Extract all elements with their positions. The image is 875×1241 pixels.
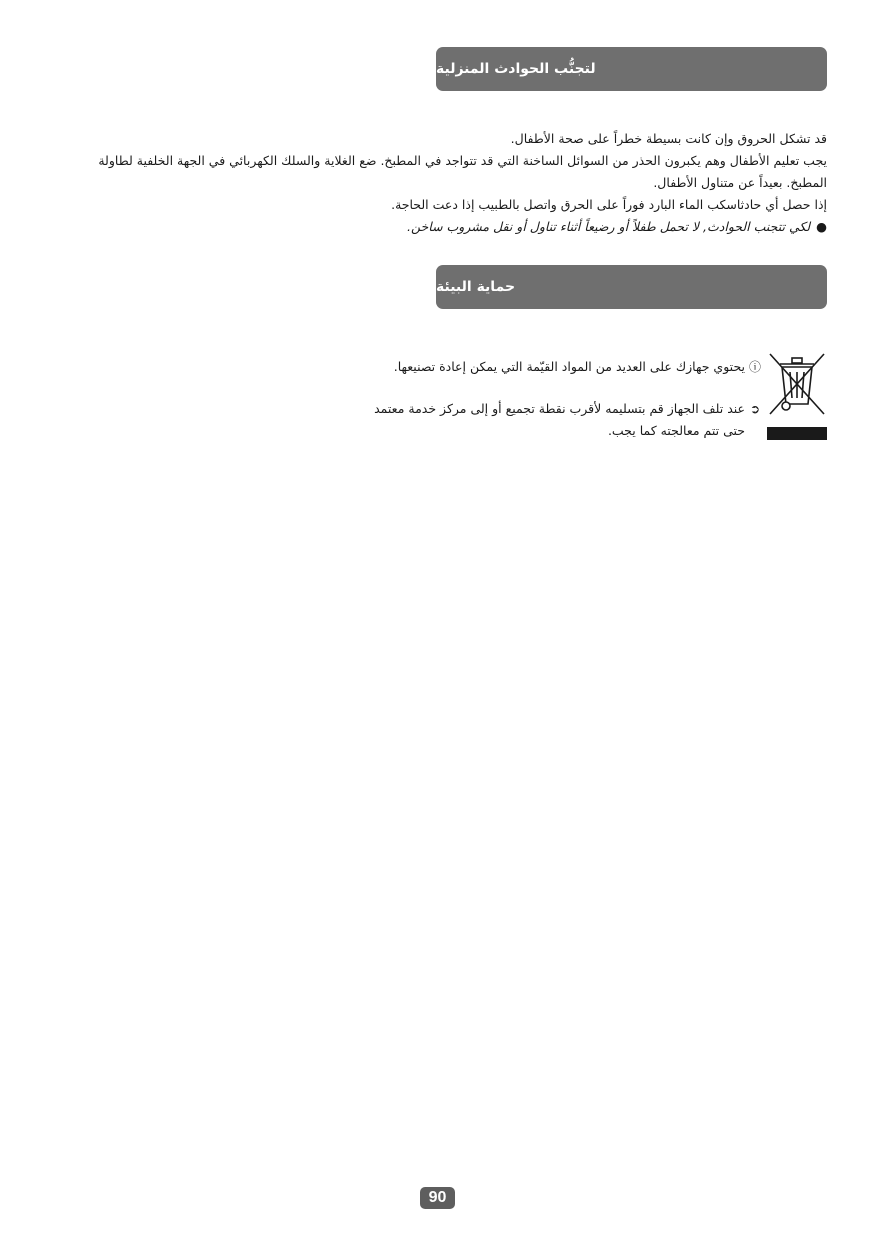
accidents-paragraph: قد تشكل الحروق وإن كانت بسيطة خطراً على صحة الأطفال.: [510, 131, 827, 146]
arrow-icon: ➲: [749, 402, 761, 416]
section-title-environment: حماية البيئة: [436, 279, 516, 295]
page-number: 90: [420, 1187, 455, 1209]
bullet-dot-icon: ●: [816, 219, 827, 234]
accidents-bullet: [67, 216, 827, 238]
crossed-out-wheelie-bin-icon: [766, 350, 828, 416]
environment-item: [394, 356, 765, 378]
disposal-marking-bar: [767, 427, 827, 440]
accidents-bullet-text: لكي تتجنب الحوادث, لا تحمل طفلاً أو رضيعاً أثناء تناول أو نقل مشروب ساخن.: [407, 219, 811, 234]
section-header-accidents: [436, 47, 827, 91]
section-header-environment: [436, 265, 827, 309]
section-title-accidents: لتجنُّب الحوادث المنزلية: [436, 61, 596, 77]
environment-item: [350, 398, 765, 442]
accidents-paragraph: يجب تعليم الأطفال وهم يكبرون الحذر من السوائل الساخنة التي قد تتواجد في المطبخ. ضع الغلاية والسلك الكهربائي في الجهة الخلفية لطاولة المطبخ. بعيداً عن متناول الأطفال.: [98, 153, 827, 190]
accidents-body: [67, 128, 827, 238]
environment-item-text: عند تلف الجهاز قم بتسليمه لأقرب نقطة تجميع أو إلى مركز خدمة معتمد حتى تتم معالجته كما يجب.: [374, 401, 745, 438]
environment-item-text: يحتوي جهازك على العديد من المواد القيّمة التي يمكن إعادة تصنيعها.: [393, 359, 745, 374]
accidents-paragraph: إذا حصل أي حادثاسكب الماء البارد فوراً على الحرق واتصل بالطبيب إذا دعت الحاجة.: [391, 197, 827, 212]
info-icon: ⓘ: [748, 360, 761, 374]
